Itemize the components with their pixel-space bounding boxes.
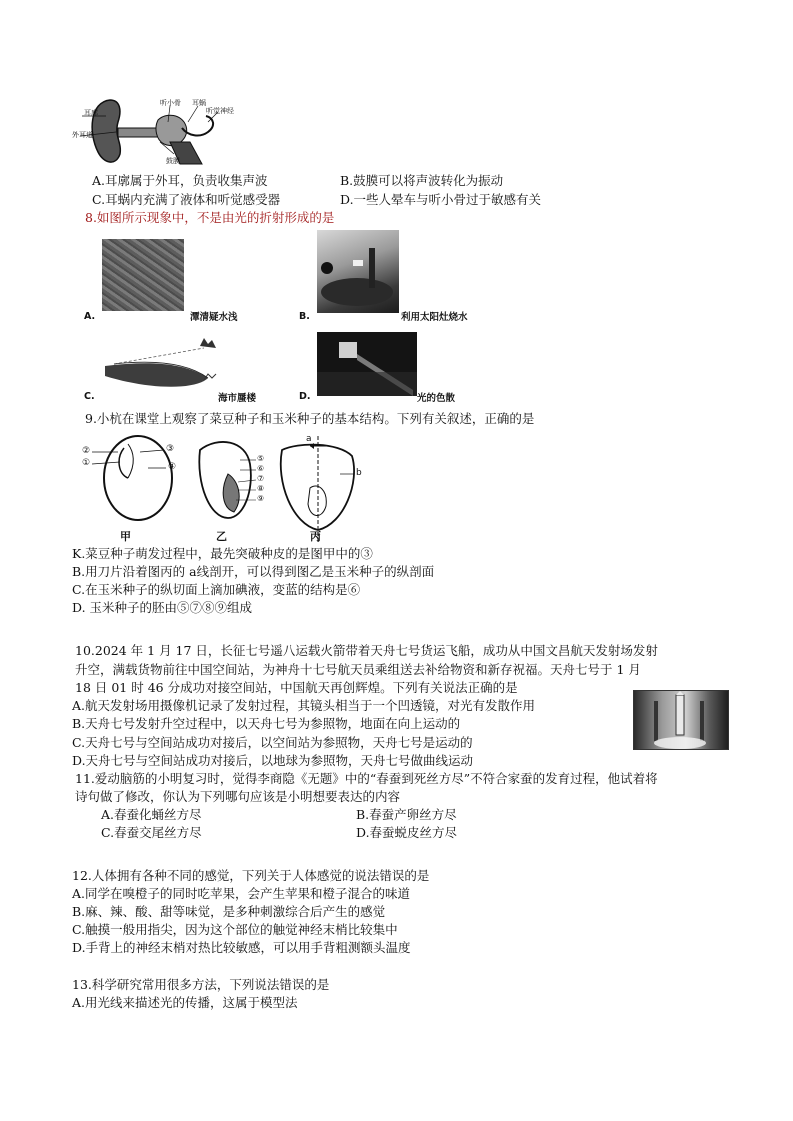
seed-marker-5: ⑤: [257, 454, 265, 463]
q11-stem-line-2: 诗句做了修改，你认为下列哪句应该是小明想要表达的内容: [75, 789, 401, 804]
seed-marker-9: ⑨: [257, 494, 265, 503]
q12-stem: 12.人体拥有各种不同的感觉，下列关于人体感觉的说法错误的是: [72, 868, 430, 883]
q9-option-a: K.菜豆种子萌发过程中，最先突破种皮的是图甲中的③: [72, 546, 373, 561]
q11-option-a: A.春蚕化蛹丝方尽: [101, 807, 202, 822]
solar-cooker-icon: [317, 230, 399, 313]
prism-icon: [317, 332, 417, 396]
q10-option-a: A.航天发射场用摄像机记录了发射过程，其镜头相当于一个凹透镜，对光有发散作用: [72, 698, 536, 713]
q8-diagram-c-mirage: [100, 332, 220, 392]
seed-marker-8: ⑧: [257, 484, 265, 493]
seed-marker-7: ⑦: [257, 474, 265, 483]
seed-marker-1: ①: [82, 458, 91, 468]
seed-marker-4: ④: [168, 462, 177, 472]
q13-option-a: A.用光线来描述光的传播，这属于模型法: [72, 995, 298, 1010]
q10-stem-line-1: 10.2024 年 1 月 17 日，长征七号遥八运载火箭带着天舟七号货运飞船，成功从中国文昌航天发射场发射: [75, 643, 658, 658]
q8-photo-b-solar-cooker: [317, 230, 399, 313]
seed-label-jia: 甲: [120, 530, 131, 543]
seed-marker-6: ⑥: [257, 464, 265, 473]
q12-option-d: D.手背上的神经末梢对热比较敏感，可以用手背粗测额头温度: [72, 940, 411, 955]
q8-photo-d-dispersion: [317, 332, 417, 396]
q9-seed-diagram: [78, 434, 378, 546]
q9-option-d: D. 玉米种子的胚由⑤⑦⑧⑨组成: [72, 600, 253, 615]
q8-caption-c: 海市蜃楼: [218, 393, 257, 404]
q10-stem-line-3: 18 日 01 时 46 分成功对接空间站，中国航天再创辉煌。下列有关说法正确的是: [75, 680, 518, 695]
ear-label-cochlea: 耳蜗: [192, 99, 206, 107]
q8-letter-d: D.: [299, 391, 311, 402]
q13-stem: 13.科学研究常用很多方法，下列说法错误的是: [72, 977, 330, 992]
q10-rocket-photo: [633, 690, 729, 750]
q8-caption-a: 潭清疑水浅: [190, 312, 238, 323]
q8-photo-a-water: [102, 239, 184, 311]
q7-option-a: A.耳廓属于外耳，负责收集声波: [92, 173, 268, 188]
ear-label-ossicles: 听小骨: [160, 99, 181, 107]
q10-option-d: D.天舟七号与空间站成功对接后，以地球为参照物，天舟七号做曲线运动: [72, 753, 474, 768]
seed-marker-2: ②: [82, 446, 91, 456]
seed-label-bing: 丙: [310, 530, 321, 543]
ear-label-ear-canal: 外耳道: [72, 131, 93, 139]
q11-option-c: C.春蚕交尾丝方尽: [101, 825, 202, 840]
ear-diagram-drawing: [70, 92, 230, 170]
q8-letter-a: A.: [84, 311, 96, 322]
q8-letter-b: B.: [299, 311, 310, 322]
mirage-drawing: [100, 332, 220, 392]
q8-caption-d: 光的色散: [417, 393, 456, 404]
q12-option-b: B.麻、辣、酸、甜等味觉，是多种刺激综合后产生的感觉: [72, 904, 386, 919]
seed-marker-b: b: [356, 468, 362, 478]
q7-option-d: D.一些人晕车与听小骨过于敏感有关: [340, 192, 542, 207]
q7-option-c: C.耳蜗内充满了液体和听觉感受器: [92, 192, 281, 207]
q9-option-c: C.在玉米种子的纵切面上滴加碘液，变蓝的结构是⑥: [72, 582, 361, 597]
q9-stem: 9.小杭在课堂上观察了菜豆种子和玉米种子的基本结构。下列有关叙述，正确的是: [85, 411, 535, 426]
q10-option-c: C.天舟七号与空间站成功对接后，以空间站为参照物，天舟七号是运动的: [72, 735, 473, 750]
seed-label-yi: 乙: [216, 530, 227, 543]
q9-option-b: B.用刀片沿着图丙的 a线剖开，可以得到图乙是玉米种子的纵剖面: [72, 564, 435, 579]
q8-letter-c: C.: [84, 391, 95, 402]
q12-option-a: A.同学在嗅橙子的同时吃苹果，会产生苹果和橙子混合的味道: [72, 886, 411, 901]
ear-diagram: [70, 92, 234, 170]
ear-label-eardrum: 鼓膜: [166, 157, 180, 165]
q8-stem: 8.如图所示现象中，不是由光的折射形成的是: [85, 210, 335, 225]
q12-option-c: C.触摸一般用指尖，因为这个部位的触觉神经末梢比较集中: [72, 922, 398, 937]
q7-option-b: B.鼓膜可以将声波转化为振动: [340, 173, 504, 188]
q8-caption-b: 利用太阳灶烧水: [401, 312, 468, 323]
q10-stem-line-2: 升空，满载货物前往中国空间站，为神舟十七号航天员乘组送去补给物资和新存祝福。天舟七号于 1 月: [75, 662, 641, 677]
seed-marker-a: a: [306, 434, 312, 444]
q11-option-b: B.春蚕产卵丝方尽: [356, 807, 457, 822]
rocket-launch-icon: [634, 691, 728, 749]
ear-label-auditory-nerve: 听觉神经: [206, 107, 234, 115]
seed-marker-3: ③: [166, 444, 175, 454]
q11-stem-line-1: 11.爱动脑筋的小明复习时，觉得李商隐《无题》中的“春蚕到死丝方尽”不符合家蚕的发育过程，他试着将: [75, 771, 658, 786]
q11-option-d: D.春蚕蜕皮丝方尽: [356, 825, 458, 840]
q10-option-b: B.天舟七号发射升空过程中，以天舟七号为参照物，地面在向上运动的: [72, 716, 461, 731]
ear-label-pinna: 耳廓: [84, 109, 98, 117]
